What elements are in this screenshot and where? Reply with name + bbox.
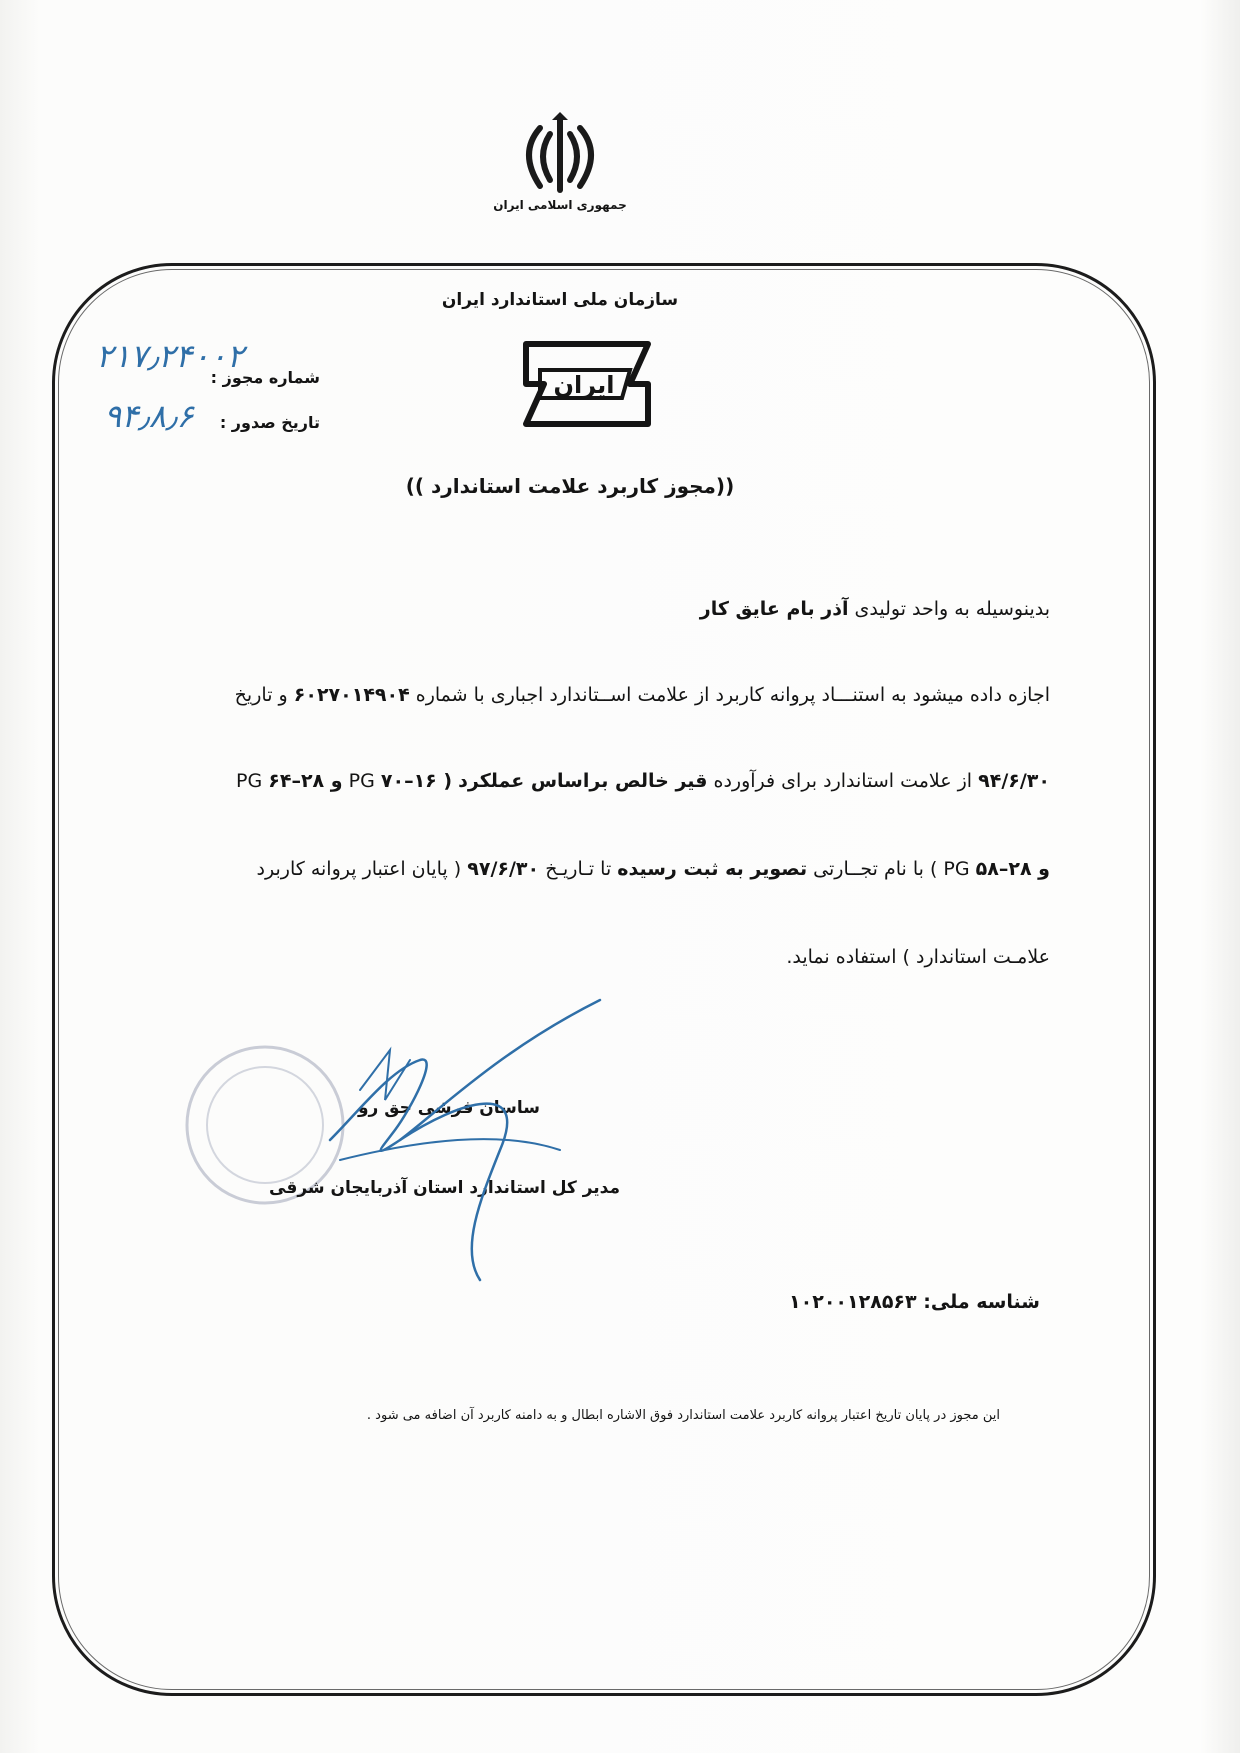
- isiri-logo-text: ایران: [553, 371, 615, 399]
- line2-prefix: اجازه داده میشود به استنـــاد پروانه کاربرد از علامت اســتاندارد اجباری با شماره: [415, 684, 1050, 706]
- national-id-label: شناسه ملی:: [923, 1291, 1040, 1313]
- document-title: ((مجوز کاربرد علامت استاندارد )): [405, 474, 735, 498]
- emblem-caption: جمهوری اسلامی ایران: [493, 198, 627, 212]
- grade-unit-3: PG: [943, 858, 970, 880]
- national-id: [780, 1291, 1040, 1313]
- body-line-5: علامـت استاندارد ) استفاده نماید.: [786, 946, 1050, 968]
- body-line-3: [236, 770, 1050, 792]
- body-line-4: [257, 858, 1050, 880]
- isiri-logo-shape: [518, 340, 656, 428]
- line4-mid: ) با نام تجــارتی: [813, 858, 938, 880]
- handwritten-license-number: ۲۱۷٫۲۴۰۰۲: [96, 337, 244, 375]
- handwritten-issue-date: ۹۴٫۸٫۶: [104, 397, 194, 435]
- line4-suffix: ( پایان اعتبار پروانه کاربرد: [256, 858, 462, 880]
- grade-2: و ۲۸–۶۴: [268, 770, 343, 792]
- product-name: قیر خالص براساس عملکرد: [458, 770, 708, 792]
- grade-3: و ۲۸–۵۸: [975, 858, 1050, 880]
- license-number: ۶۰۲۷۰۱۴۹۰۴: [293, 684, 410, 706]
- body-line-2: [235, 684, 1050, 706]
- grade-1: ( ۱۶–۷۰: [380, 770, 453, 792]
- line1-prefix: بدینوسیله به واحد تولیدی: [854, 598, 1050, 620]
- national-id-value: ۱۰۲۰۰۱۲۸۵۶۳: [789, 1291, 917, 1313]
- line2-suffix: و تاریخ: [234, 684, 288, 706]
- license-number-label: شماره مجوز :: [210, 368, 320, 387]
- brand-name: تصویر به ثبت رسیده: [617, 858, 808, 880]
- line4-until: تا تـاریـخ: [545, 858, 612, 880]
- license-date: ۹۴/۶/۳۰: [978, 770, 1050, 792]
- grade-unit-1: PG: [348, 770, 375, 792]
- grade-unit-2: PG: [236, 770, 263, 792]
- signatory-name: ساسان فرشی حق رو: [357, 1098, 540, 1118]
- iran-emblem: [510, 108, 610, 208]
- body-line-1: [700, 598, 1050, 620]
- company-name: آذر بام عایق کار: [699, 598, 849, 620]
- handwritten-signature: [300, 990, 630, 1290]
- isiri-logo: [518, 340, 656, 428]
- organization-name: سازمان ملی استاندارد ایران: [441, 290, 679, 310]
- issue-date-label: تاریخ صدور :: [219, 413, 320, 432]
- footnote: این مجوز در پایان تاریخ اعتبار پروانه کاربرد علامت استاندارد فوق الاشاره ابطال و به دامنه کاربرد آن اضافه می شود .: [366, 1408, 1000, 1423]
- line3-mid: از علامت استاندارد برای فرآورده: [713, 770, 973, 792]
- expiry-date: ۹۷/۶/۳۰: [467, 858, 540, 880]
- signatory-title: مدیر کل استاندارد استان آذربایجان شرقی: [269, 1178, 620, 1198]
